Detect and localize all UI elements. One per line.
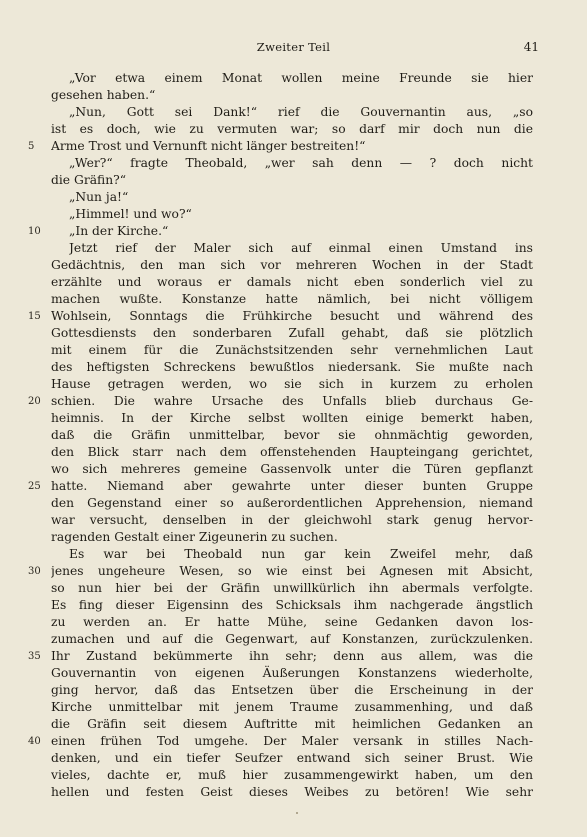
text-line: „Himmel! und wo?“ <box>69 207 192 221</box>
text-line: Kirche unmittelbar mit jenem Traume zusammenhing, und daß <box>51 700 533 714</box>
text-line: „Wer?“ fragte Theobald, „wer sah denn — ? doch nicht <box>69 156 533 170</box>
text-line: mit einem für die Zunächstsitzenden sehr vernehmlichen Laut <box>51 343 533 357</box>
text-line: daß die Gräfin unmittelbar, bevor sie ohnmächtig geworden, <box>51 428 533 442</box>
text-line: Wohlsein, Sonntags die Frühkirche besucht und während des <box>51 309 533 323</box>
text-line: zu werden an. Er hatte Mühe, seine Gedanken davon los- <box>51 615 533 629</box>
text-line: zumachen und auf die Gegenwart, auf Konstanzen, zurückzulenken. <box>51 632 533 646</box>
running-header: Zweiter Teil <box>256 40 331 54</box>
text-line: „Nun, Gott sei Dank!“ rief die Gouvernantin aus, „so <box>69 105 533 119</box>
text-line: die Gräfin seit diesem Auftritte mit heimlichen Gedanken an <box>51 717 533 731</box>
text-line: Gouvernantin von eigenen Äußerungen Konstanzens wiederholte, <box>51 666 533 680</box>
text-line: Jetzt rief der Maler sich auf einmal einen Umstand ins <box>69 241 533 255</box>
line-number: 20 <box>28 396 41 407</box>
text-line: Es fing dieser Eigensinn des Schicksals ihm nachgerade ängstlich <box>51 598 533 612</box>
text-line: die Gräfin?“ <box>51 173 127 187</box>
text-line: den Gegenstand einer so außerordentlichen Apprehension, niemand <box>51 496 533 510</box>
text-line: schien. Die wahre Ursache des Unfalls blieb durchaus Ge- <box>51 394 533 408</box>
text-line: den Blick starr nach dem offenstehenden Haupteingang gerichtet, <box>51 445 533 459</box>
text-line: Gottesdiensts den sonderbaren Zufall gehabt, daß sie plötzlich <box>51 326 533 340</box>
text-line: Hause getragen werden, wo sie sich in kurzem zu erholen <box>51 377 533 391</box>
paper-speck <box>296 812 298 814</box>
text-line: „In der Kirche.“ <box>69 224 169 238</box>
text-line: hatte. Niemand aber gewahrte unter dieser bunten Gruppe <box>51 479 533 493</box>
text-line: jenes ungeheure Wesen, so wie einst bei Agnesen mit Absicht, <box>51 564 533 578</box>
text-line: des heftigsten Schreckens bewußtlos niedersank. Sie mußte nach <box>51 360 533 374</box>
text-line: vieles, dachte er, muß hier zusammengewirkt haben, um den <box>51 768 533 782</box>
line-number: 30 <box>28 566 41 577</box>
text-line: Arme Trost und Vernunft nicht länger bestreiten!“ <box>51 139 366 153</box>
text-line: ist es doch, wie zu vermuten war; so darf mir doch nun die <box>51 122 533 136</box>
text-line: Ihr Zustand bekümmerte ihn sehr; denn aus allem, was die <box>51 649 533 663</box>
text-line: gesehen haben.“ <box>51 88 156 102</box>
text-line: Gedächtnis, den man sich vor mehreren Wochen in der Stadt <box>51 258 533 272</box>
text-line: denken, und ein tiefer Seufzer entwand sich seiner Brust. Wie <box>51 751 533 765</box>
line-number: 5 <box>28 141 35 152</box>
line-number: 35 <box>28 651 41 662</box>
text-line: wo sich mehreres gemeine Gassenvolk unter die Türen gepflanzt <box>51 462 533 476</box>
line-number: 15 <box>28 311 41 322</box>
text-line: ging hervor, daß das Entsetzen über die Erscheinung in der <box>51 683 533 697</box>
text-line: „Nun ja!“ <box>69 190 129 204</box>
text-line: „Vor etwa einem Monat wollen meine Freunde sie hier <box>69 71 533 85</box>
text-line: Es war bei Theobald nun gar kein Zweifel mehr, daß <box>69 547 533 561</box>
line-number: 10 <box>28 226 41 237</box>
text-line: ragenden Gestalt einer Zigeunerin zu suchen. <box>51 530 338 544</box>
text-line: war versucht, denselben in der gleichwohl stark genug hervor- <box>51 513 533 527</box>
line-number: 25 <box>28 481 41 492</box>
text-line: einen frühen Tod umgehe. Der Maler versank in stilles Nach- <box>51 734 533 748</box>
text-line: hellen und festen Geist dieses Weibes zu betören! Wie sehr <box>51 785 533 799</box>
text-line: heimnis. In der Kirche selbst wollten einige bemerkt haben, <box>51 411 533 425</box>
page-number: 41 <box>523 40 539 54</box>
text-line: machen wußte. Konstanze hatte nämlich, bei nicht völligem <box>51 292 533 306</box>
text-line: erzählte und woraus er damals nicht eben sonderlich viel zu <box>51 275 533 289</box>
line-number: 40 <box>28 736 41 747</box>
text-line: so nun hier bei der Gräfin unwillkürlich ihn abermals verfolgte. <box>51 581 533 595</box>
